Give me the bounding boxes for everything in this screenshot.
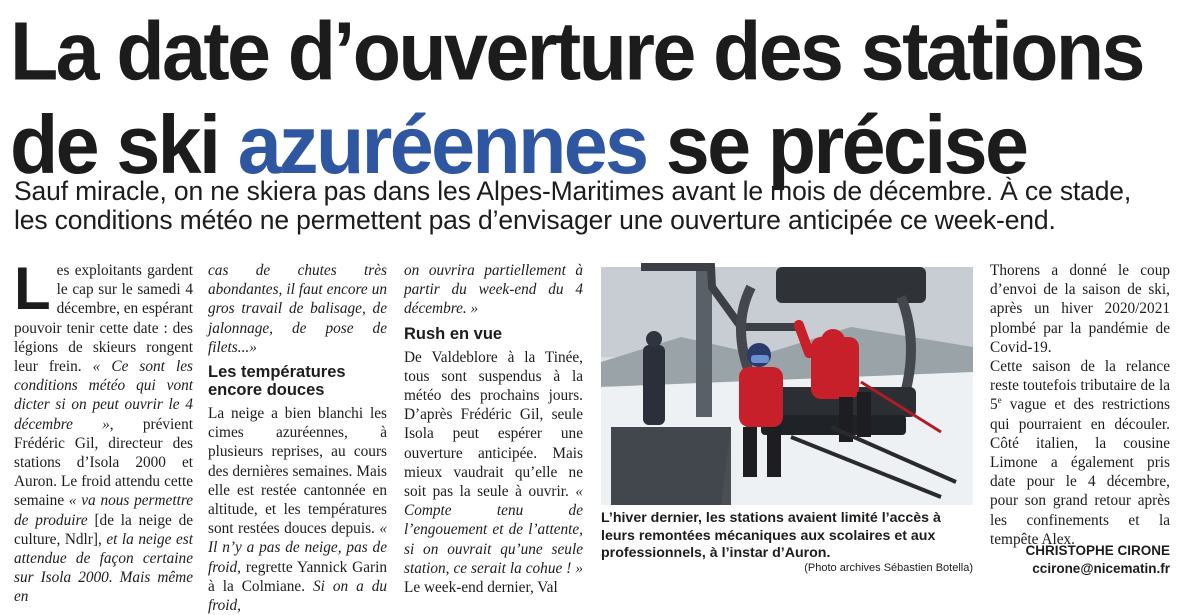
article-paragraph — [990, 357, 1170, 549]
body-text: De Valdeblore à la Tinée, tous sont suspendus à la météo des prochains jours. D’après Frédéric Gil, seule Isola peut espérer une ouverture anticipée. Mais mieux vaudrait qu’elle ne soit pas la seule à ouvrir. — [404, 348, 583, 501]
author-byline: CHRISTOPHE CIRONE — [1025, 543, 1170, 558]
superscript: e — [997, 395, 1002, 406]
headline — [10, 4, 1175, 191]
headline-line-1: La date d’ouverture des stations — [10, 4, 1143, 98]
headline-line-2-start: de ski — [10, 97, 238, 191]
quote-text: Si on a du froid, — [208, 577, 387, 615]
author-email: ccirone@nicematin.fr — [1032, 561, 1170, 576]
article-paragraph — [404, 261, 583, 319]
body-text: vague et des restrictions qui pourraient en découler. Côté italien, la cousine Limone a également pris date pour le 4 décembre, pour son grand retour après les confinements et la tempête Alex. — [990, 396, 1170, 548]
quote-text: « Compte tenu de l’engouement et de l’attente, si on ouvrait qu’une seule station, ce serait la cohue ! » — [404, 483, 583, 577]
body-text: [de la neige de culture, Ndlr], — [14, 511, 194, 548]
subheading: Les températures encore douces — [208, 363, 346, 400]
body-text: , prévient Frédéric Gil, directeur des stations d’Isola 2000 et Auron. Le froid attendu cette semaine — [14, 415, 193, 510]
article-paragraph: Thorens a donné le coup d’envoi de la saison de ski, après un hiver 2020/2021 plombé par la pandémie de Covid-19. — [990, 262, 1170, 356]
article-column-2 — [208, 261, 387, 615]
chairlift-photo-illustration — [601, 267, 973, 505]
quote-text: et la neige est attendue de façon certaine sur Isola 2000. Mais même en — [14, 530, 193, 606]
quote-text: « va nous permettre de produire — [14, 492, 193, 529]
quote-text: on ouvrira partiellement à partir du week-end du 4 décembre. » — [404, 262, 583, 318]
article-column-1 — [14, 255, 194, 606]
photo-caption: L’hiver dernier, les stations avaient limité l’accès à leurs remontées mécaniques aux scolaires et aux professionnels, à l’instar d’Auron. — [601, 510, 941, 562]
quote-text: « Ce sont les conditions météo qui vont dicter si on peut ouvrir le 4 décembre » — [14, 358, 193, 433]
headline-accent-word: azuréennes — [237, 97, 647, 191]
standfirst: Sauf miracle, on ne skiera pas dans les Alpes-Maritimes avant le mois de décembre. À ce stade, les conditions météo ne permettent pas d’envisager une ouverture anticipée ce week-end. — [14, 176, 1132, 235]
article-paragraph — [14, 255, 194, 607]
headline-line-2-end: se précise — [646, 97, 1027, 191]
quote-text: cas de chutes très abondantes, il faut encore un gros travail de balisage, de jalonnage, de pose de filets...» — [208, 262, 387, 356]
article-column-3 — [404, 261, 583, 597]
body-text: es exploitants gardent le cap sur le samedi 4 décembre, en espérant pouvoir tenir cette date : des légions de skieurs rongent leur frein. — [14, 262, 193, 376]
subheading: Rush en vue — [404, 324, 503, 343]
article-paragraph — [404, 348, 583, 598]
body-text: regrette Yannick Garin à la Colmiane. — [208, 558, 387, 595]
article-paragraph — [208, 404, 387, 615]
article-paragraph — [208, 261, 387, 357]
article-column-4 — [990, 261, 1170, 548]
photo-credit: (Photo archives Sébastien Botella) — [804, 562, 973, 574]
drop-cap: L — [14, 255, 51, 322]
body-text: Le week-end dernier, Val — [404, 579, 558, 597]
body-text: Cette saison de la relance reste toutefois tributaire de la 5 — [990, 358, 1170, 414]
news-photo — [601, 267, 973, 505]
body-text: La neige a bien blanchi les cimes azuréennes, à plusieurs reprises, au cours des dernières semaines. Mais elle est restée cantonnée en altitude, et les températures sont restées douces depuis. — [208, 405, 387, 538]
quote-text: « Il n’y a pas de neige, pas de froid, — [208, 520, 387, 576]
